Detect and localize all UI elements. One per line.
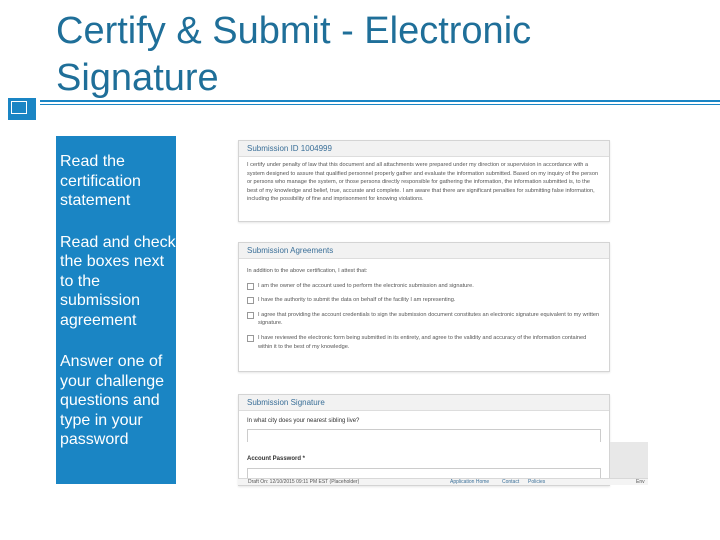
agreement-checkbox[interactable] [247,297,254,304]
title-divider [40,100,720,102]
certification-card [238,140,610,222]
agreement-item [247,311,601,328]
agreements-heading: Submission Agreements [239,243,609,259]
agreement-text: I have reviewed the electronic form being submitted in its entirety, and agree to the validity and accuracy of the information contained within it to the best of my knowledge. [258,334,587,350]
footer-link-policies[interactable]: Policies [528,479,546,485]
instruction-step: Read the certification statement [60,153,141,209]
instruction-step: Answer one of your challenge questions and type in your password [60,353,165,448]
slide-title: Certify & Submit - Electronic Signature [56,10,532,99]
agreement-checkbox[interactable] [247,312,254,319]
title-divider-thin [40,104,720,105]
instruction-list [56,136,176,450]
agreement-item [247,282,601,291]
challenge-question-label: In what city does your nearest sibling live? [247,418,360,424]
footer-link-home[interactable]: Application Home [450,479,490,485]
agreements-card [238,242,610,372]
bullet-square-icon [8,98,36,120]
agreement-text: I am the owner of the account used to perform the electronic submission and signature. [258,282,474,289]
certification-statement: I certify under penalty of law that this document and all attachments were prepared under my direction or supervision in accordance with a system designed to assure that qualified personnel properly gather and evaluate the information submitted. Based on my inquiry of the person or persons who manage the system, or those persons directly responsible for gathering the information, the information submitted is, to the best of my knowledge and belief, true, accurate and complete. I am aware that there are significant penalties for submitting false information, including the possibility of fine and imprisonment for knowing violations. [247,162,599,203]
footer-link-contact[interactable]: Contact [502,479,520,485]
agreement-item [247,296,601,305]
password-label: Account Password * [247,456,306,462]
agreement-checkbox[interactable] [247,335,254,342]
agreement-text: I have the authority to submit the data on behalf of the facility I am representing. [258,297,456,304]
agreements-intro: In addition to the above certification, I attest that: [247,268,368,274]
footer-draft-info: Draft On: 12/10/2015 09:11 PM EST (Placeholder) [248,479,360,485]
agreement-text: I agree that providing the account credentials to sign the submission document constitutes an electronic signature equivalent to my written signature. [258,311,600,327]
instruction-panel [56,136,176,484]
agreement-checkbox[interactable] [247,283,254,290]
app-footer [238,478,648,485]
certification-heading: Submission ID 1004999 [239,141,609,157]
footer-env: Env [636,479,645,485]
agreement-item [247,334,601,351]
signature-heading: Submission Signature [239,395,609,411]
instruction-step: Read and check the boxes next to the submission agreement [60,233,176,329]
